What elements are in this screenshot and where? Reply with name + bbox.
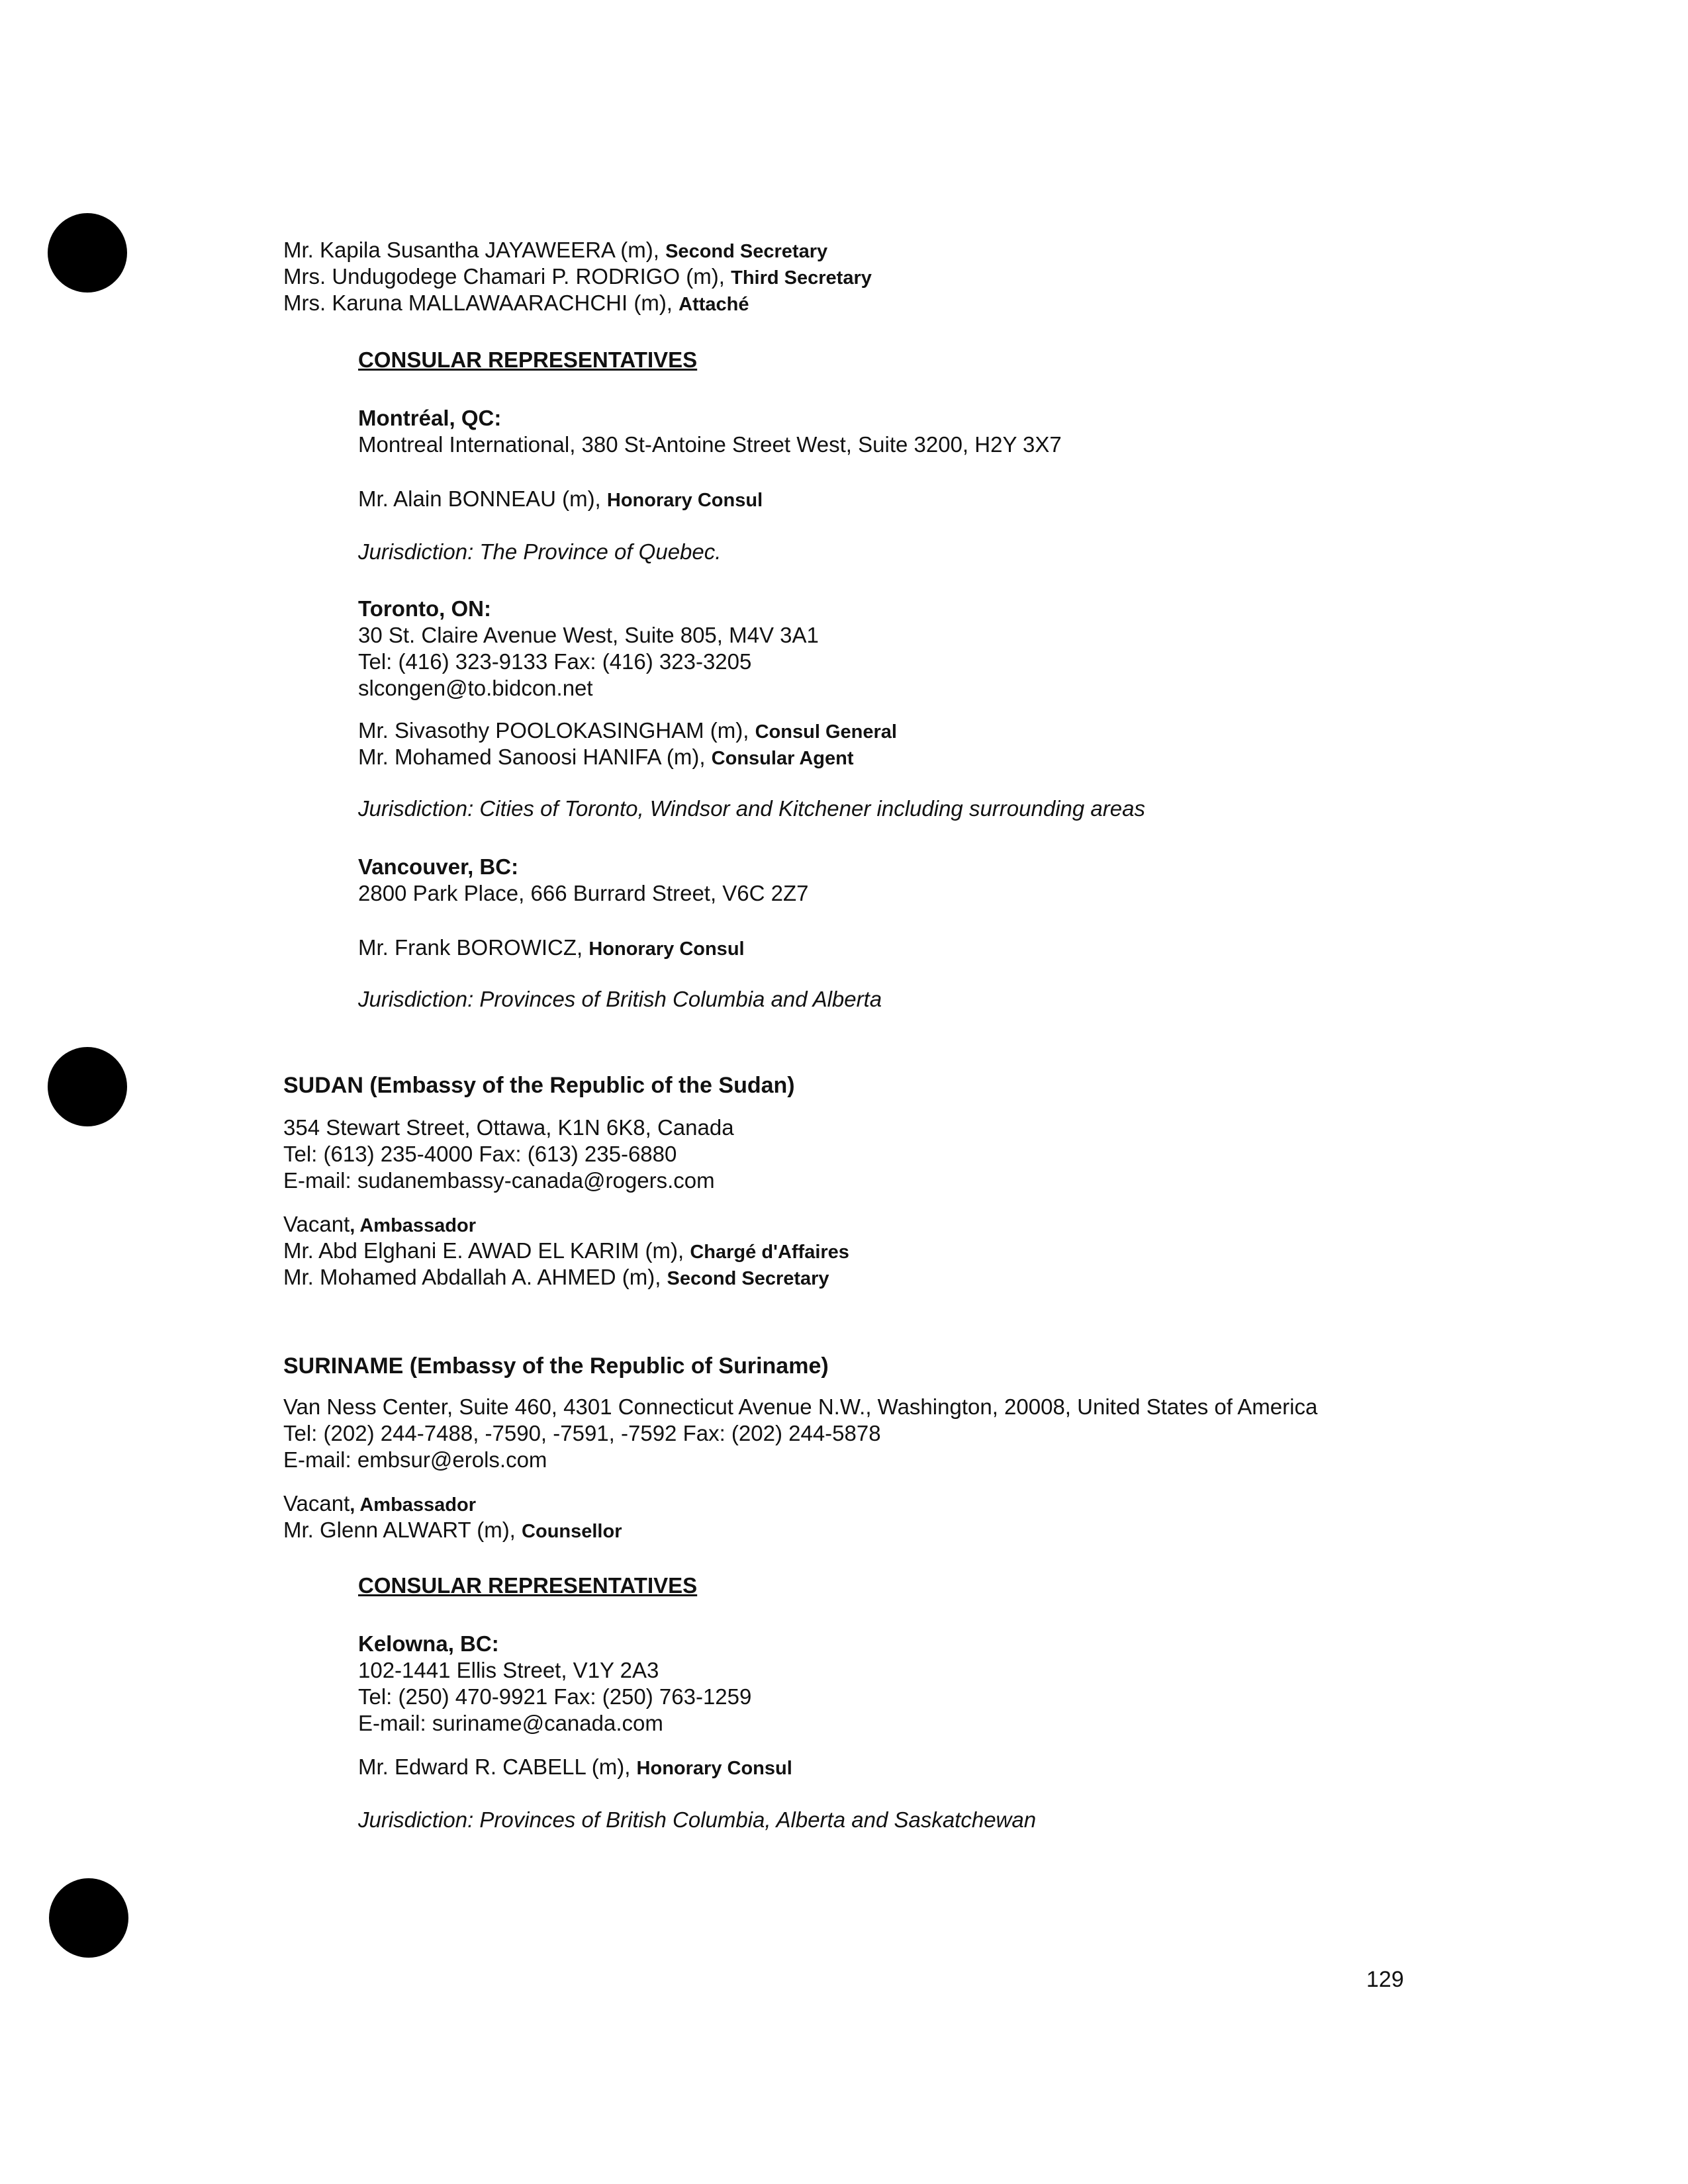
staff-line: Mrs. Undugodege Chamari P. RODRIGO (m), Third Secretary bbox=[283, 264, 872, 289]
page-number: 129 bbox=[1366, 1967, 1404, 1992]
binder-hole-top bbox=[48, 213, 127, 293]
address-sudan: 354 Stewart Street, Ottawa, K1N 6K8, Canada bbox=[283, 1115, 734, 1140]
email-suriname: E-mail: embsur@erols.com bbox=[283, 1447, 547, 1472]
consular-heading: CONSULAR REPRESENTATIVES bbox=[358, 347, 698, 372]
person-vancouver: Mr. Frank BOROWICZ, Honorary Consul bbox=[358, 935, 745, 960]
person-toronto: Mr. Mohamed Sanoosi HANIFA (m), Consular Agent bbox=[358, 745, 854, 769]
tel-toronto: Tel: (416) 323-9133 Fax: (416) 323-3205 bbox=[358, 649, 752, 674]
binder-hole-bottom bbox=[49, 1878, 128, 1958]
person-montreal: Mr. Alain BONNEAU (m), Honorary Consul bbox=[358, 486, 763, 511]
email-toronto: slcongen@to.bidcon.net bbox=[358, 676, 593, 700]
staff-line: Vacant, Ambassador bbox=[283, 1491, 477, 1516]
address-toronto: 30 St. Claire Avenue West, Suite 805, M4V 3A1 bbox=[358, 623, 819, 647]
consular-heading: CONSULAR REPRESENTATIVES bbox=[358, 1573, 698, 1598]
staff-line: Mr. Mohamed Abdallah A. AHMED (m), Second Secretary bbox=[283, 1265, 829, 1289]
tel-kelowna: Tel: (250) 470-9921 Fax: (250) 763-1259 bbox=[358, 1684, 752, 1709]
staff-line: Mr. Abd Elghani E. AWAD EL KARIM (m), Chargé d'Affaires bbox=[283, 1238, 849, 1263]
person-toronto: Mr. Sivasothy POOLOKASINGHAM (m), Consul General bbox=[358, 718, 897, 743]
city-heading-kelowna: Kelowna, BC: bbox=[358, 1631, 499, 1656]
email-kelowna: E-mail: suriname@canada.com bbox=[358, 1711, 663, 1735]
city-heading-vancouver: Vancouver, BC: bbox=[358, 854, 519, 879]
binder-hole-middle bbox=[48, 1047, 127, 1126]
person-kelowna: Mr. Edward R. CABELL (m), Honorary Consul bbox=[358, 1754, 792, 1779]
staff-line: Mrs. Karuna MALLAWAARACHCHI (m), Attaché bbox=[283, 291, 749, 315]
jurisdiction-kelowna: Jurisdiction: Provinces of British Columbia, Alberta and Saskatchewan bbox=[358, 1807, 1037, 1832]
address-vancouver: 2800 Park Place, 666 Burrard Street, V6C 2Z7 bbox=[358, 881, 809, 905]
city-heading-toronto: Toronto, ON: bbox=[358, 596, 491, 621]
address-suriname: Van Ness Center, Suite 460, 4301 Connecticut Avenue N.W., Washington, 20008, United States of America bbox=[283, 1394, 1318, 1419]
staff-line: Vacant, Ambassador bbox=[283, 1212, 477, 1236]
staff-line: Mr. Glenn ALWART (m), Counsellor bbox=[283, 1518, 622, 1542]
address-kelowna: 102-1441 Ellis Street, V1Y 2A3 bbox=[358, 1658, 659, 1682]
country-heading-suriname: SURINAME (Embassy of the Republic of Suriname) bbox=[283, 1353, 829, 1379]
jurisdiction-vancouver: Jurisdiction: Provinces of British Columbia and Alberta bbox=[358, 987, 882, 1011]
staff-line: Mr. Kapila Susantha JAYAWEERA (m), Second Secretary bbox=[283, 238, 828, 262]
tel-sudan: Tel: (613) 235-4000 Fax: (613) 235-6880 bbox=[283, 1142, 677, 1166]
city-heading-montreal: Montréal, QC: bbox=[358, 406, 502, 430]
tel-suriname: Tel: (202) 244-7488, -7590, -7591, -7592 Fax: (202) 244-5878 bbox=[283, 1421, 881, 1445]
address-montreal: Montreal International, 380 St-Antoine Street West, Suite 3200, H2Y 3X7 bbox=[358, 432, 1062, 457]
jurisdiction-montreal: Jurisdiction: The Province of Quebec. bbox=[358, 539, 722, 564]
country-heading-sudan: SUDAN (Embassy of the Republic of the Sudan) bbox=[283, 1073, 795, 1098]
jurisdiction-toronto: Jurisdiction: Cities of Toronto, Windsor and Kitchener including surrounding areas bbox=[358, 796, 1145, 821]
email-sudan: E-mail: sudanembassy-canada@rogers.com bbox=[283, 1168, 715, 1193]
